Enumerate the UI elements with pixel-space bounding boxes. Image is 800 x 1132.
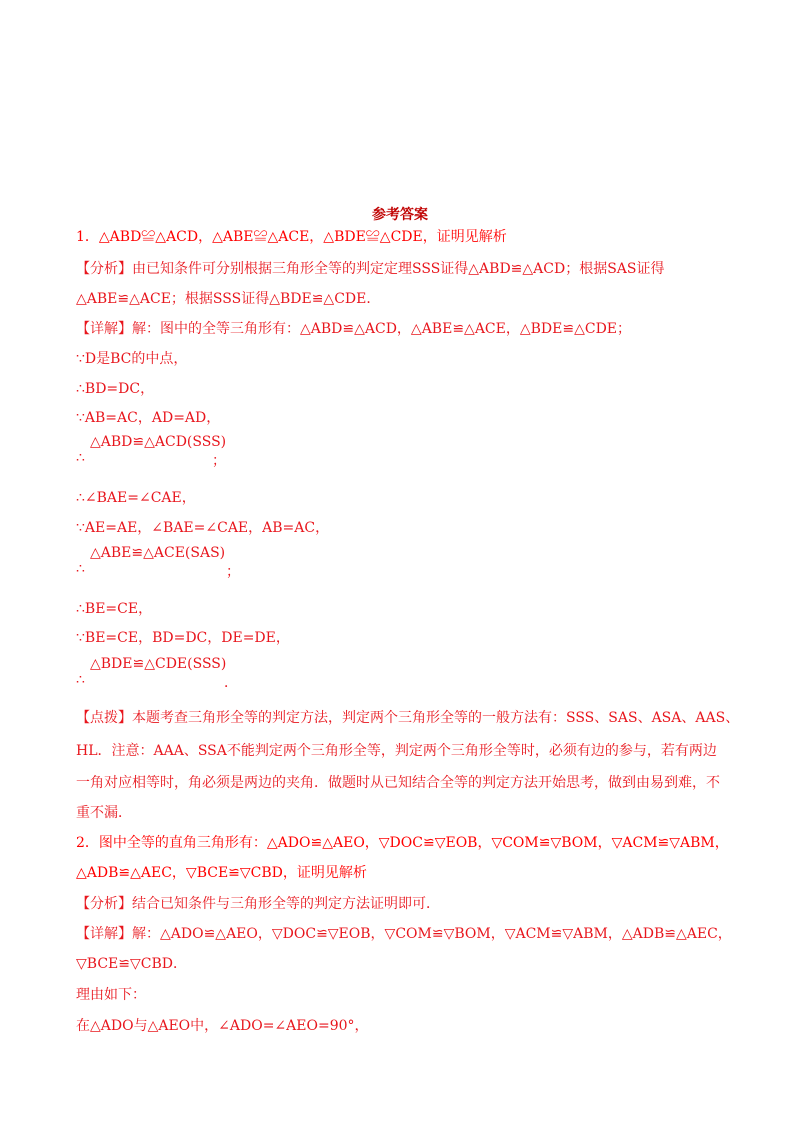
q1-step: △ABD≌△ACD(SSS) (90, 434, 227, 450)
q1-step: △ABE≌△ACE(SAS) (90, 545, 226, 561)
q1-detail-line1: 【详解】解：图中的全等三角形有：△ABD≌△ACD，△ABE≌△ACE，△BDE≌△CDE； (76, 321, 632, 337)
q2-analysis: 【分析】结合已知条件与三角形全等的判定方法证明即可． (76, 896, 440, 912)
answer-title: 参考答案 (372, 207, 428, 223)
q2-answer-line1: 2．图中全等的直角三角形有：△ADO≌△AEO，▽DOC≌▽EOB，▽COM≌▽BOM，▽ACM≌▽ABM， (76, 835, 729, 851)
q2-answer-line2: △ADB≌△AEC，▽BCE≌▽CBD，证明见解析 (76, 865, 367, 881)
q1-step: ∵BE=CE，BD=DC，DE=DE， (76, 630, 290, 646)
q1-step: ； (212, 453, 226, 469)
q1-step: ∴BE=CE， (76, 601, 153, 617)
q1-step: ∵AB=AC，AD=AD， (76, 410, 221, 426)
q1-step: △BDE≌△CDE(SSS) (90, 656, 227, 672)
q1-step: ． (224, 675, 238, 691)
q1-step: ∴ (76, 450, 85, 466)
q1-step: ∴ (76, 672, 85, 688)
q1-answer: 1．△ABD≌△ACD，△ABE≌△ACE，△BDE≌△CDE，证明见解析 (76, 229, 507, 245)
q1-step: ∴∠BAE=∠CAE， (76, 490, 196, 506)
q2-last-line: 在△ADO与△AEO中，∠ADO=∠AEO=90°， (76, 1018, 369, 1034)
q2-detail-line1: 【详解】解：△ADO≌△AEO，▽DOC≌▽EOB，▽COM≌▽BOM，▽ACM≌▽ABM，△ADB≌△AEC， (76, 926, 732, 942)
q1-step: ∵D是BC的中点， (76, 351, 188, 367)
q1-step: ∵AE=AE，∠BAE=∠CAE，AB=AC， (76, 520, 330, 536)
q1-tip-line4: 重不漏． (76, 805, 132, 821)
q1-step: ； (226, 564, 240, 580)
q1-tip-line1: 【点拨】本题考查三角形全等的判定方法，判定两个三角形全等的一般方法有：SSS、SAS、ASA、AAS、 (76, 710, 740, 726)
q2-detail-line2: ▽BCE≌▽CBD． (76, 956, 187, 972)
q1-analysis-line1: 【分析】由已知条件可分别根据三角形全等的判定定理SSS证得△ABD≌△ACD；根据SAS证得 (76, 261, 665, 277)
q1-tip-line2: HL．注意：AAA、SSA不能判定两个三角形全等，判定两个三角形全等时，必须有边的参与，若有两边 (76, 743, 717, 759)
q1-step: ∴BD=DC， (76, 381, 155, 397)
q1-analysis-line2: △ABE≌△ACE；根据SSS证得△BDE≌△CDE． (76, 291, 381, 307)
q1-tip-line3: 一角对应相等时，角必须是两边的夹角．做题时从已知结合全等的判定方法开始思考，做到由易到难，不 (76, 775, 720, 791)
q1-step: ∴ (76, 561, 85, 577)
q2-reason: 理由如下： (76, 987, 146, 1003)
